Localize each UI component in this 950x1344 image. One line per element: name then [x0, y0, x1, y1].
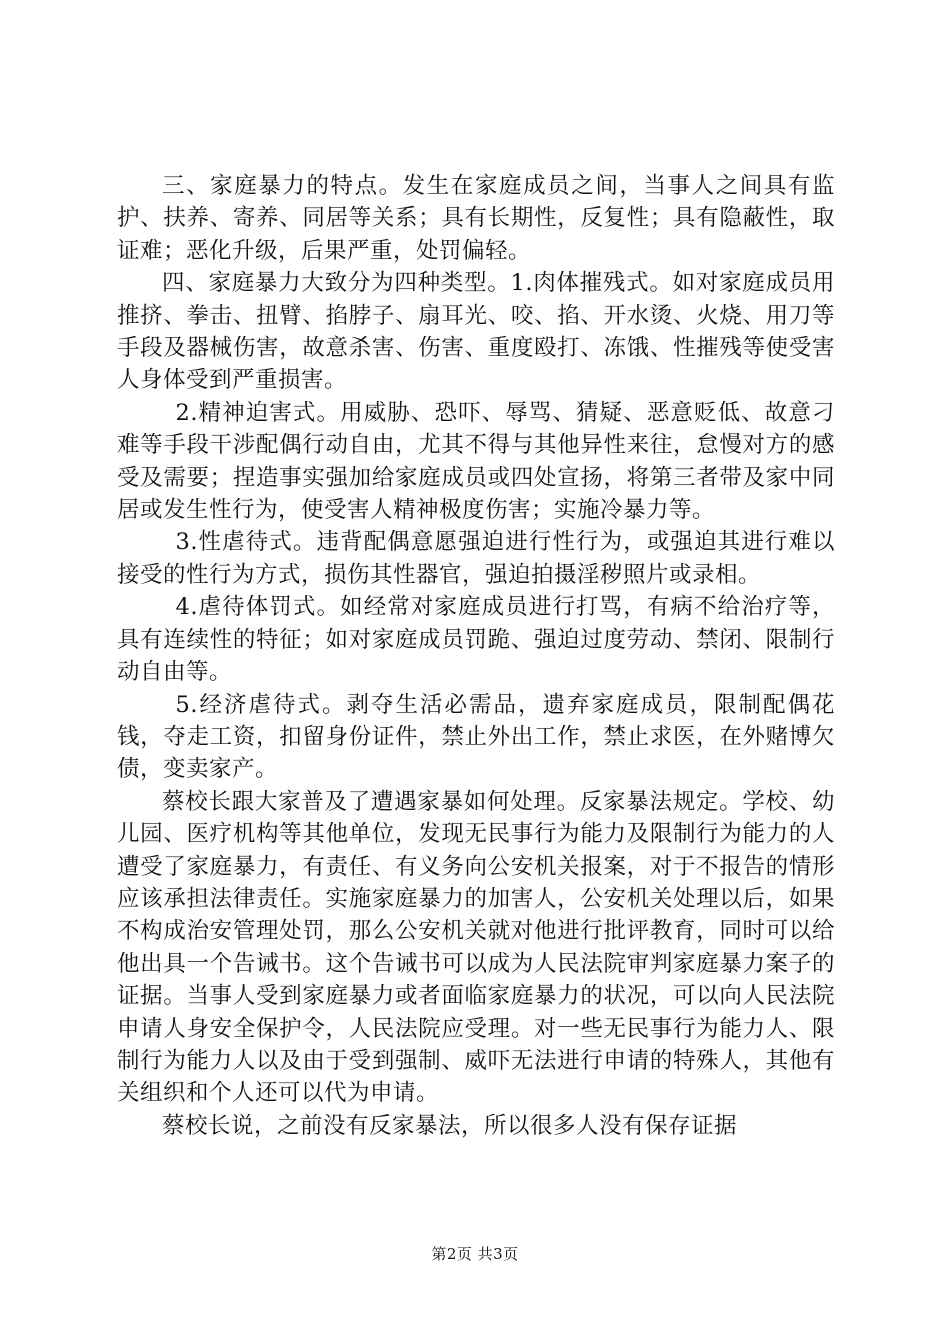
paragraph-evidence: 蔡校长说，之前没有反家暴法，所以很多人没有保存证据 [162, 1112, 738, 1139]
paragraph-types: 四、家庭暴力大致分为四种类型。1.肉体摧残式。如对家庭成员用推挤、拳击、扭臂、掐脖子、扇耳光、咬、掐、开水烫、火烧、用刀等手段及器械伤害，故意杀害、伤害、重度殴打、冻饿、性摧残等使受害人身体受到严重损害。 [117, 270, 835, 394]
paragraph-characteristics: 三、家庭暴力的特点。发生在家庭成员之间，当事人之间具有监护、扶养、寄养、同居等关系；具有长期性，反复性；具有隐蔽性，取证难；恶化升级，后果严重，处罚偏轻。 [117, 173, 835, 264]
document-body [117, 170, 835, 1142]
paragraph-mental-abuse: 2.精神迫害式。用威胁、恐吓、辱骂、猜疑、恶意贬低、故意刁难等手段干涉配偶行动自由，尤其不得与其他异性来往，怠慢对方的感受及需要；捏造事实强加给家庭成员或四处宣扬，将第三者带及家中同居或发生性行为，使受害人精神极度伤害；实施冷暴力等。 [117, 399, 835, 524]
paragraph-physical-punishment: 4.虐待体罚式。如经常对家庭成员进行打骂，有病不给治疗等，具有连续性的特征；如对家庭成员罚跪、强迫过度劳动、禁闭、限制行动自由等。 [117, 594, 835, 686]
paragraph-sexual-abuse: 3.性虐待式。违背配偶意愿强迫进行性行为，或强迫其进行难以接受的性行为方式，损伤其性器官，强迫拍摄淫秽照片或录相。 [117, 529, 835, 588]
page-footer: 第2页 共3页 [431, 1245, 519, 1263]
paragraph-economic-abuse: 5.经济虐待式。剥夺生活必需品，遗弃家庭成员，限制配偶花钱，夺走工资，扣留身份证件，禁止外出工作，禁止求医，在外赌博欠债，变卖家产。 [117, 691, 835, 783]
paragraph-handling: 蔡校长跟大家普及了遭遇家暴如何处理。反家暴法规定。学校、幼儿园、医疗机构等其他单位，发现无民事行为能力及限制行为能力的人遭受了家庭暴力，有责任、有义务向公安机关报案，对于不报告的情形应该承担法律责任。实施家庭暴力的加害人，公安机关处理以后，如果不构成治安管理处罚，那么公安机关就对他进行批评教育，同时可以给他出具一个告诫书。这个告诫书可以成为人民法院审判家庭暴力案子的证据。当事人受到家庭暴力或者面临家庭暴力的状况，可以向人民法院申请人身安全保护令，人民法院应受理。对一些无民事行为能力人、限制行为能力人以及由于受到强制、威吓无法进行申请的特殊人，其他有关组织和个人还可以代为申请。 [117, 788, 835, 1107]
